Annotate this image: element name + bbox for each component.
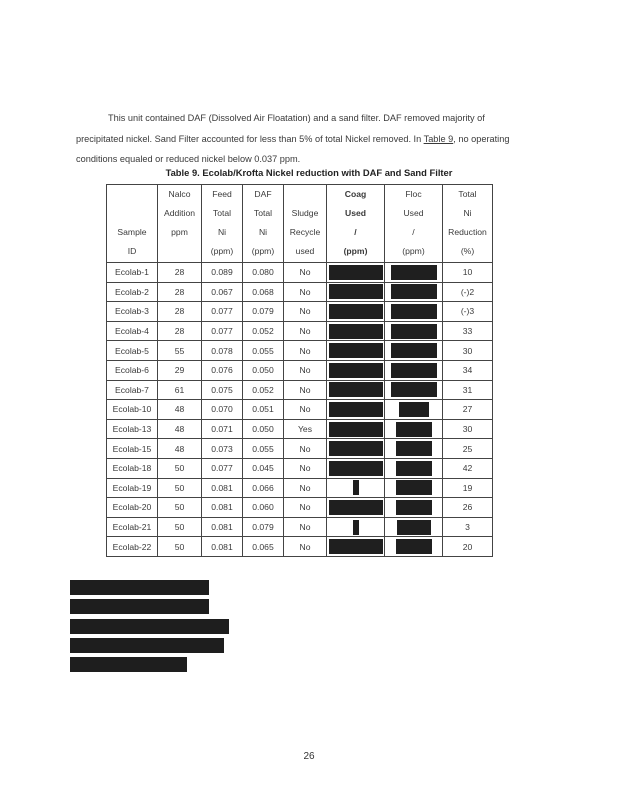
feed-cell: 0.081	[202, 498, 243, 518]
nalco-cell: 28	[158, 302, 202, 322]
reduction-cell: 27	[443, 400, 493, 420]
coag-redacted-cell	[327, 380, 385, 400]
coag-redacted-cell	[327, 341, 385, 361]
table-row	[107, 360, 493, 380]
reduction-cell: 10	[443, 263, 493, 283]
daf-cell: 0.050	[243, 419, 284, 439]
sludge-cell: No	[284, 537, 327, 557]
floc-redacted-cell	[385, 537, 443, 557]
feed-cell: 0.089	[202, 263, 243, 283]
daf-cell: 0.060	[243, 498, 284, 518]
sample-id-cell: Ecolab-1	[107, 263, 158, 283]
table-row	[107, 341, 493, 361]
table-row	[107, 419, 493, 439]
reduction-cell: 34	[443, 360, 493, 380]
feed-cell: 0.081	[202, 537, 243, 557]
nalco-cell: 55	[158, 341, 202, 361]
table-row	[107, 400, 493, 420]
redaction-block	[353, 480, 359, 495]
coag-redacted-cell	[327, 302, 385, 322]
coag-redacted-cell	[327, 439, 385, 459]
sample-id-cell: Ecolab-7	[107, 380, 158, 400]
header-coag-used: Coag Used / (ppm)	[327, 185, 385, 263]
daf-cell: 0.052	[243, 321, 284, 341]
table-row	[107, 498, 493, 518]
daf-cell: 0.055	[243, 341, 284, 361]
redaction-block	[329, 304, 383, 319]
sludge-cell: No	[284, 282, 327, 302]
nalco-cell: 50	[158, 517, 202, 537]
feed-cell: 0.070	[202, 400, 243, 420]
floc-redacted-cell	[385, 517, 443, 537]
page-number: 26	[303, 751, 315, 762]
feed-cell: 0.081	[202, 478, 243, 498]
header-sample-id: Sample ID	[107, 185, 158, 263]
sample-id-cell: Ecolab-4	[107, 321, 158, 341]
floc-redacted-cell	[385, 263, 443, 283]
nalco-cell: 48	[158, 439, 202, 459]
redaction-block	[391, 363, 437, 378]
nalco-cell: 28	[158, 321, 202, 341]
sample-id-cell: Ecolab-19	[107, 478, 158, 498]
reduction-cell: 31	[443, 380, 493, 400]
sludge-cell: No	[284, 478, 327, 498]
redaction-bar	[70, 580, 209, 595]
coag-redacted-cell	[327, 360, 385, 380]
daf-cell: 0.080	[243, 263, 284, 283]
sludge-cell: No	[284, 498, 327, 518]
sludge-cell: No	[284, 439, 327, 459]
header-feed-total-ni: Feed Total Ni (ppm)	[202, 185, 243, 263]
sludge-cell: No	[284, 458, 327, 478]
header-nalco-addition: Nalco Addition ppm	[158, 185, 202, 263]
reduction-cell: (-)3	[443, 302, 493, 322]
coag-redacted-cell	[327, 498, 385, 518]
redaction-block	[353, 520, 359, 535]
nalco-cell: 61	[158, 380, 202, 400]
redaction-block	[396, 539, 432, 554]
floc-redacted-cell	[385, 419, 443, 439]
redaction-block	[391, 304, 437, 319]
paragraph-text-1: This unit contained DAF (Dissolved Air Floatation) and a sand filter. DAF removed majority of precipitated nickel. Sand Filter accounted for less than 5% of total Nickel removed. In	[76, 113, 485, 144]
sludge-cell: No	[284, 321, 327, 341]
nalco-cell: 50	[158, 498, 202, 518]
coag-redacted-cell	[327, 263, 385, 283]
sample-id-cell: Ecolab-6	[107, 360, 158, 380]
sample-id-cell: Ecolab-10	[107, 400, 158, 420]
redaction-block	[396, 422, 432, 437]
sludge-cell: No	[284, 400, 327, 420]
nalco-cell: 29	[158, 360, 202, 380]
coag-redacted-cell	[327, 282, 385, 302]
reduction-cell: 33	[443, 321, 493, 341]
header-floc-used: Floc Used / (ppm)	[385, 185, 443, 263]
redaction-block	[329, 500, 383, 515]
daf-cell: 0.052	[243, 380, 284, 400]
redaction-block	[329, 382, 383, 397]
redaction-block	[329, 265, 383, 280]
sample-id-cell: Ecolab-3	[107, 302, 158, 322]
table-row	[107, 321, 493, 341]
nalco-cell: 50	[158, 537, 202, 557]
daf-cell: 0.079	[243, 517, 284, 537]
daf-cell: 0.066	[243, 478, 284, 498]
redaction-block	[391, 382, 437, 397]
feed-cell: 0.077	[202, 458, 243, 478]
redaction-block	[391, 284, 437, 299]
table-row	[107, 282, 493, 302]
reduction-cell: 30	[443, 419, 493, 439]
redaction-block	[396, 500, 432, 515]
redaction-block	[329, 441, 383, 456]
header-sludge-recycle: Sludge Recycle used	[284, 185, 327, 263]
feed-cell: 0.077	[202, 321, 243, 341]
nalco-cell: 48	[158, 419, 202, 439]
reduction-cell: 20	[443, 537, 493, 557]
nalco-cell: 50	[158, 458, 202, 478]
table-row	[107, 302, 493, 322]
floc-redacted-cell	[385, 478, 443, 498]
daf-cell: 0.050	[243, 360, 284, 380]
coag-redacted-cell	[327, 458, 385, 478]
redaction-block	[329, 461, 383, 476]
redaction-block	[391, 343, 437, 358]
daf-cell: 0.068	[243, 282, 284, 302]
reduction-cell: 30	[443, 341, 493, 361]
sludge-cell: No	[284, 341, 327, 361]
redaction-bar	[70, 638, 224, 653]
nalco-cell: 28	[158, 263, 202, 283]
floc-redacted-cell	[385, 282, 443, 302]
table-9-link[interactable]: Table 9	[423, 133, 454, 144]
floc-redacted-cell	[385, 498, 443, 518]
redaction-bar	[70, 619, 229, 634]
redaction-block	[391, 265, 437, 280]
table-caption: Table 9. Ecolab/Krofta Nickel reduction with DAF and Sand Filter	[165, 167, 453, 178]
reduction-cell: 19	[443, 478, 493, 498]
table-row	[107, 458, 493, 478]
floc-redacted-cell	[385, 302, 443, 322]
sample-id-cell: Ecolab-18	[107, 458, 158, 478]
reduction-cell: 25	[443, 439, 493, 459]
table-row	[107, 439, 493, 459]
redaction-block	[399, 402, 429, 417]
redaction-block	[397, 520, 431, 535]
reduction-cell: 26	[443, 498, 493, 518]
floc-redacted-cell	[385, 321, 443, 341]
daf-cell: 0.055	[243, 439, 284, 459]
feed-cell: 0.075	[202, 380, 243, 400]
sample-id-cell: Ecolab-22	[107, 537, 158, 557]
header-daf-total-ni: DAF Total Ni (ppm)	[243, 185, 284, 263]
floc-redacted-cell	[385, 360, 443, 380]
feed-cell: 0.073	[202, 439, 243, 459]
sludge-cell: No	[284, 360, 327, 380]
redaction-block	[329, 422, 383, 437]
reduction-cell: (-)2	[443, 282, 493, 302]
redaction-block	[396, 480, 432, 495]
table-row	[107, 478, 493, 498]
redaction-block	[329, 324, 383, 339]
sample-id-cell: Ecolab-2	[107, 282, 158, 302]
sample-id-cell: Ecolab-15	[107, 439, 158, 459]
daf-cell: 0.045	[243, 458, 284, 478]
table-row	[107, 517, 493, 537]
feed-cell: 0.078	[202, 341, 243, 361]
floc-redacted-cell	[385, 458, 443, 478]
redaction-block	[391, 324, 437, 339]
floc-redacted-cell	[385, 400, 443, 420]
nickel-reduction-table	[106, 184, 493, 557]
table-row	[107, 537, 493, 557]
coag-redacted-cell	[327, 419, 385, 439]
intro-paragraph	[76, 108, 516, 170]
nalco-cell: 48	[158, 400, 202, 420]
redaction-block	[396, 441, 432, 456]
sludge-cell: No	[284, 380, 327, 400]
redaction-bar	[70, 657, 187, 672]
daf-cell: 0.051	[243, 400, 284, 420]
sample-id-cell: Ecolab-13	[107, 419, 158, 439]
reduction-cell: 3	[443, 517, 493, 537]
daf-cell: 0.065	[243, 537, 284, 557]
feed-cell: 0.077	[202, 302, 243, 322]
coag-redacted-cell	[327, 537, 385, 557]
redaction-block	[329, 343, 383, 358]
coag-redacted-cell	[327, 478, 385, 498]
sample-id-cell: Ecolab-20	[107, 498, 158, 518]
feed-cell: 0.071	[202, 419, 243, 439]
sample-id-cell: Ecolab-21	[107, 517, 158, 537]
sludge-cell: No	[284, 302, 327, 322]
redaction-block	[329, 284, 383, 299]
table-row	[107, 263, 493, 283]
coag-redacted-cell	[327, 400, 385, 420]
sludge-cell: No	[284, 517, 327, 537]
paragraph-text-2: , no operating conditions equaled or reduced nickel below 0.037 ppm.	[76, 133, 510, 164]
coag-redacted-cell	[327, 517, 385, 537]
floc-redacted-cell	[385, 380, 443, 400]
daf-cell: 0.079	[243, 302, 284, 322]
feed-cell: 0.081	[202, 517, 243, 537]
nalco-cell: 28	[158, 282, 202, 302]
feed-cell: 0.067	[202, 282, 243, 302]
header-total-ni-reduction: Total Ni Reduction (%)	[443, 185, 493, 263]
sample-id-cell: Ecolab-5	[107, 341, 158, 361]
reduction-cell: 42	[443, 458, 493, 478]
floc-redacted-cell	[385, 341, 443, 361]
redaction-block	[396, 461, 432, 476]
coag-redacted-cell	[327, 321, 385, 341]
sludge-cell: No	[284, 263, 327, 283]
redaction-bar	[70, 599, 209, 614]
feed-cell: 0.076	[202, 360, 243, 380]
redaction-block	[329, 363, 383, 378]
floc-redacted-cell	[385, 439, 443, 459]
sludge-cell: Yes	[284, 419, 327, 439]
redaction-block	[329, 402, 383, 417]
nalco-cell: 50	[158, 478, 202, 498]
redaction-block	[329, 539, 383, 554]
table-row	[107, 380, 493, 400]
